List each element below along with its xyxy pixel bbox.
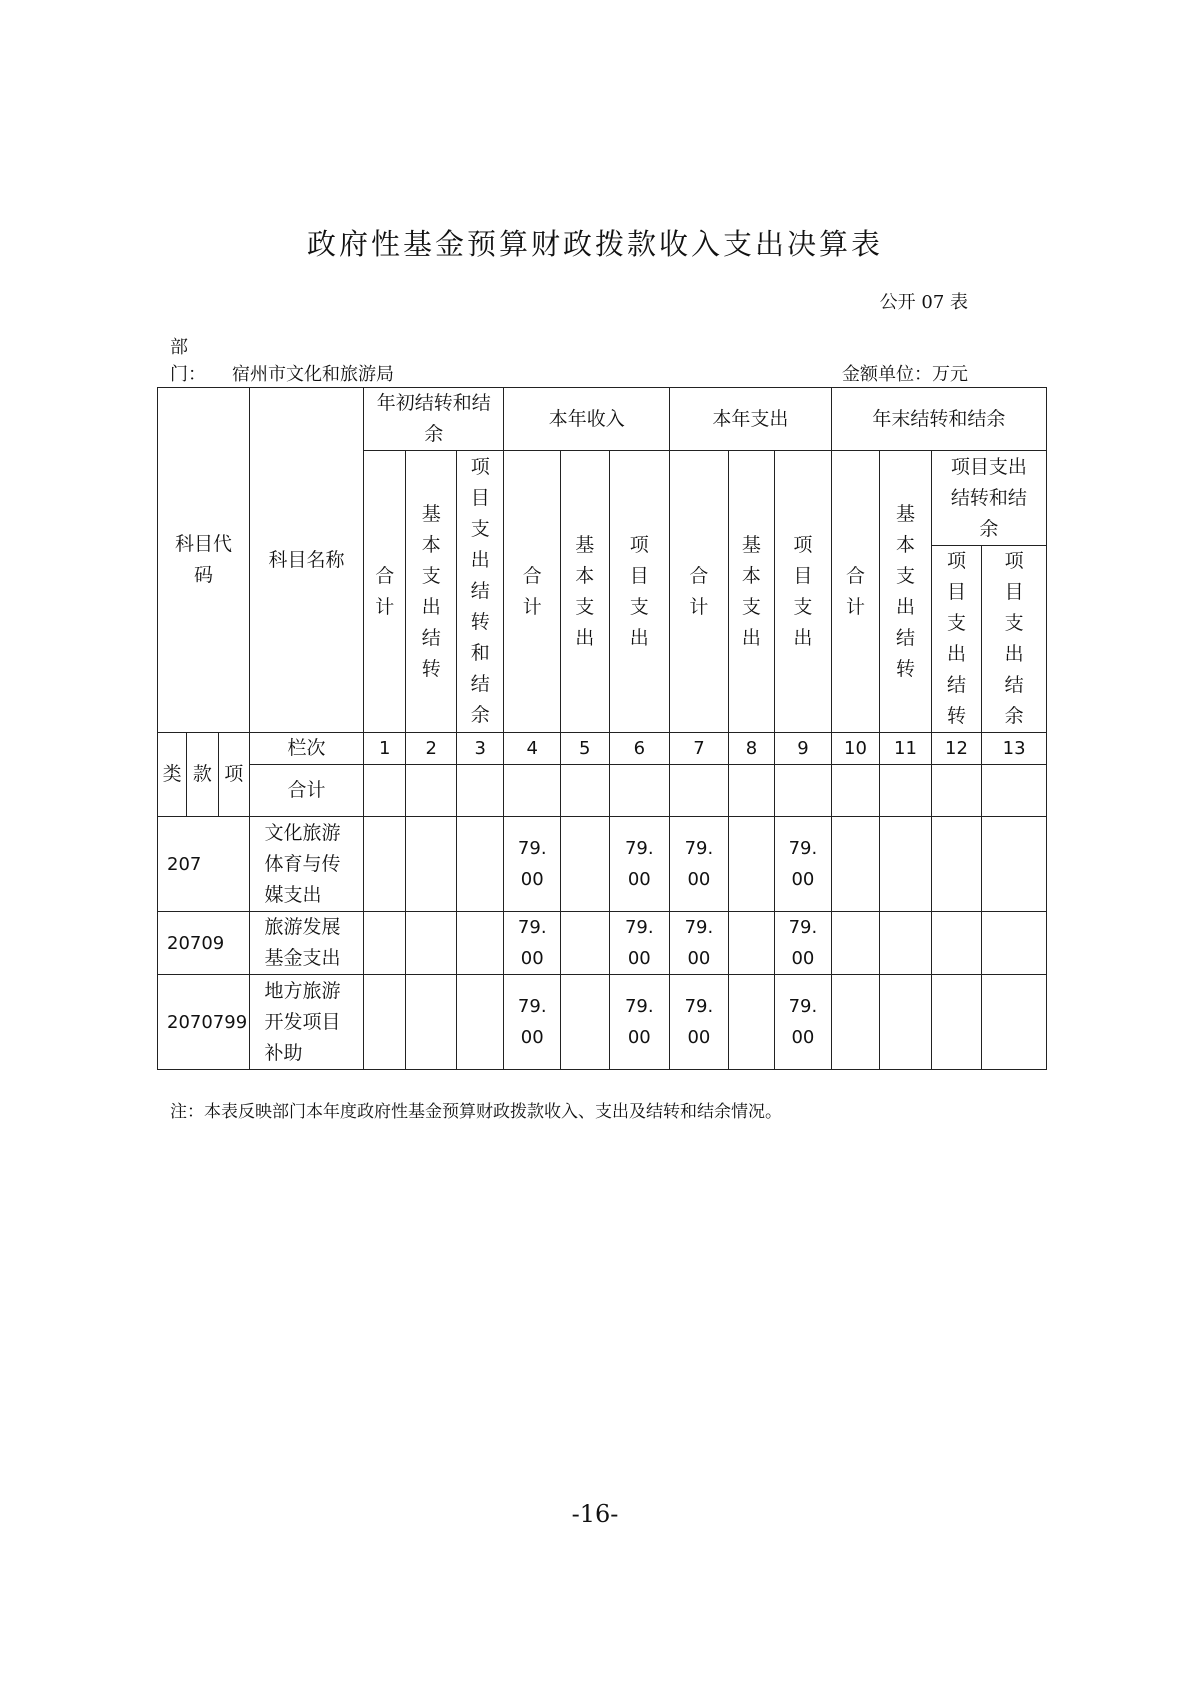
header-end-basic: 基本支出结转 — [880, 451, 932, 733]
row-c9: 79.00 — [775, 912, 832, 975]
total-row — [158, 765, 1047, 817]
form-code: 公开 07 表 — [879, 292, 968, 313]
row-c6: 79.00 — [609, 912, 670, 975]
col-num: 8 — [728, 733, 774, 765]
amount-unit: 金额单位：万元 — [842, 364, 968, 385]
row-c4: 79.00 — [504, 817, 561, 912]
row-name: 文化旅游体育与传媒支出 — [249, 817, 363, 912]
header-income-basic: 基本支出 — [561, 451, 609, 733]
row-c7: 79.00 — [670, 817, 729, 912]
header-end-project-balance: 项目支出结余 — [982, 546, 1047, 733]
column-number-row — [158, 733, 1047, 765]
row-c4: 79.00 — [504, 975, 561, 1070]
header-expense-basic: 基本支出 — [728, 451, 774, 733]
row-c7: 79.00 — [670, 912, 729, 975]
row-code: 207 — [158, 817, 250, 912]
header-income-group: 本年收入 — [504, 388, 670, 451]
header-begin-total: 合计 — [364, 451, 406, 733]
row-code: 2070799 — [158, 975, 250, 1070]
header-end-total: 合计 — [831, 451, 879, 733]
header-xiang: 项 — [218, 733, 249, 817]
row-name: 地方旅游开发项目补助 — [249, 975, 363, 1070]
row-c9: 79.00 — [775, 817, 832, 912]
table-note: 注：本表反映部门本年度政府性基金预算财政拨款收入、支出及结转和结余情况。 — [170, 1102, 782, 1122]
col-num: 6 — [609, 733, 670, 765]
header-kuan: 款 — [187, 733, 218, 817]
row-code: 20709 — [158, 912, 250, 975]
header-column-no: 栏次 — [249, 733, 363, 765]
col-num: 2 — [406, 733, 457, 765]
col-num: 9 — [775, 733, 832, 765]
col-num: 1 — [364, 733, 406, 765]
row-c7: 79.00 — [670, 975, 729, 1070]
header-subject-name: 科目名称 — [249, 388, 363, 733]
table-row — [158, 817, 1047, 912]
row-c6: 79.00 — [609, 975, 670, 1070]
header-expense-group: 本年支出 — [670, 388, 832, 451]
header-expense-total: 合计 — [670, 451, 729, 733]
header-subject-code: 科目代码 — [158, 388, 250, 733]
dept-name: 宿州市文化和旅游局 — [232, 364, 394, 385]
row-name: 旅游发展基金支出 — [249, 912, 363, 975]
row-c6: 79.00 — [609, 817, 670, 912]
col-num: 5 — [561, 733, 609, 765]
total-row-label: 合计 — [249, 765, 363, 817]
header-end-project-group: 项目支出结转和结余 — [931, 451, 1046, 546]
header-end-group: 年末结转和结余 — [831, 388, 1046, 451]
col-num: 3 — [456, 733, 504, 765]
col-num: 10 — [831, 733, 879, 765]
header-begin-basic: 基本支出结转 — [406, 451, 457, 733]
budget-table — [157, 387, 1047, 1070]
dept-line — [170, 360, 394, 386]
header-begin-group: 年初结转和结余 — [364, 388, 504, 451]
dept-label: 部 — [170, 337, 188, 358]
header-begin-project: 项目支出结转和结余 — [456, 451, 504, 733]
table-row — [158, 975, 1047, 1070]
table-row — [158, 912, 1047, 975]
dept-label-2: 门： — [170, 364, 206, 385]
row-c9: 79.00 — [775, 975, 832, 1070]
page-title: 政府性基金预算财政拨款收入支出决算表 — [306, 227, 883, 261]
header-expense-project: 项目支出 — [775, 451, 832, 733]
col-num: 13 — [982, 733, 1047, 765]
header-income-total: 合计 — [504, 451, 561, 733]
header-row-1 — [158, 388, 1047, 451]
header-end-project-carry: 项目支出结转 — [931, 546, 982, 733]
row-c4: 79.00 — [504, 912, 561, 975]
col-num: 4 — [504, 733, 561, 765]
header-income-project: 项目支出 — [609, 451, 670, 733]
col-num: 7 — [670, 733, 729, 765]
page-number: -16- — [571, 1500, 619, 1528]
header-lei: 类 — [158, 733, 187, 817]
col-num: 11 — [880, 733, 932, 765]
col-num: 12 — [931, 733, 982, 765]
